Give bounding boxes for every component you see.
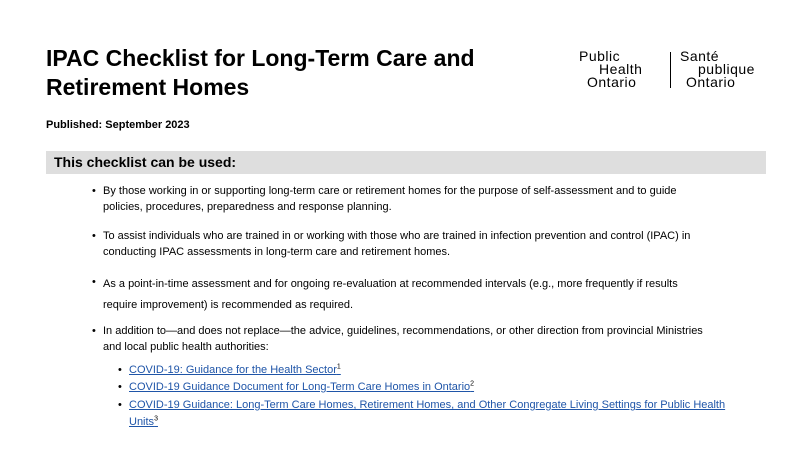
- document-title: IPAC Checklist for Long-Term Care and Retirement Homes: [46, 45, 475, 100]
- logo-fr-line-1: Santé: [680, 48, 720, 64]
- list-item: [92, 274, 712, 316]
- bullet-icon: •: [92, 325, 96, 337]
- footnote-marker: 1: [336, 363, 341, 371]
- list-item: [92, 323, 712, 355]
- logo-en-line-1: Public: [579, 48, 621, 64]
- section-heading: This checklist can be used:: [46, 151, 766, 174]
- logo-en-line-3: Ontario: [587, 74, 637, 90]
- logo-en-line-2: Health: [599, 61, 643, 77]
- public-health-ontario-logo: [578, 50, 778, 90]
- link-label: COVID-19 Guidance: Long-Term Care Homes, Retirement Homes, and Other Congregate Living Settings for Public Health Units: [129, 399, 726, 428]
- list-item: [92, 183, 712, 215]
- logo-divider: [670, 52, 671, 88]
- sub-list-item: [118, 362, 738, 379]
- link-covid-guidance-health-sector[interactable]: [129, 362, 738, 379]
- bullet-icon: •: [92, 276, 96, 288]
- bullet-icon: •: [92, 230, 96, 242]
- sub-list-item: [118, 379, 738, 396]
- link-covid-guidance-congregate-settings[interactable]: [129, 397, 738, 431]
- link-label: COVID-19: Guidance for the Health Sector: [129, 364, 337, 376]
- list-item-text: By those working in or supporting long-term care or retirement homes for the purpose of self-assessment and to guide policies, procedures, preparedness and response planning.: [103, 185, 677, 213]
- bullet-icon: •: [118, 399, 122, 411]
- logo-fr-line-3: Ontario: [686, 74, 736, 90]
- footnote-marker: 3: [154, 415, 158, 423]
- published-date: Published: September 2023: [46, 119, 190, 131]
- list-item: [92, 228, 712, 260]
- bullet-icon: •: [92, 185, 96, 197]
- list-item-text: To assist individuals who are trained in or working with those who are trained in infection prevention and control (IPAC) in conducting IPAC assessments in long-term care and retirement homes.: [103, 230, 691, 258]
- logo-fr-line-2: publique: [698, 61, 755, 77]
- logo-english: [578, 50, 664, 89]
- bullet-icon: •: [118, 364, 122, 376]
- bullet-icon: •: [118, 381, 122, 393]
- list-item-text: As a point-in-time assessment and for ongoing re-evaluation at recommended intervals (e.g., more frequently if results require improvement) is recommended as required.: [103, 278, 678, 311]
- link-covid-guidance-ltc-homes[interactable]: [129, 379, 738, 396]
- footnote-marker: 2: [470, 380, 475, 388]
- link-label: COVID-19 Guidance Document for Long-Term Care Homes in Ontario: [129, 381, 471, 393]
- sub-list-item: [118, 397, 738, 431]
- list-item-text: In addition to—and does not replace—the advice, guidelines, recommendations, or other direction from provincial Ministries and local public health authorities:: [103, 325, 703, 353]
- logo-french: [680, 50, 780, 89]
